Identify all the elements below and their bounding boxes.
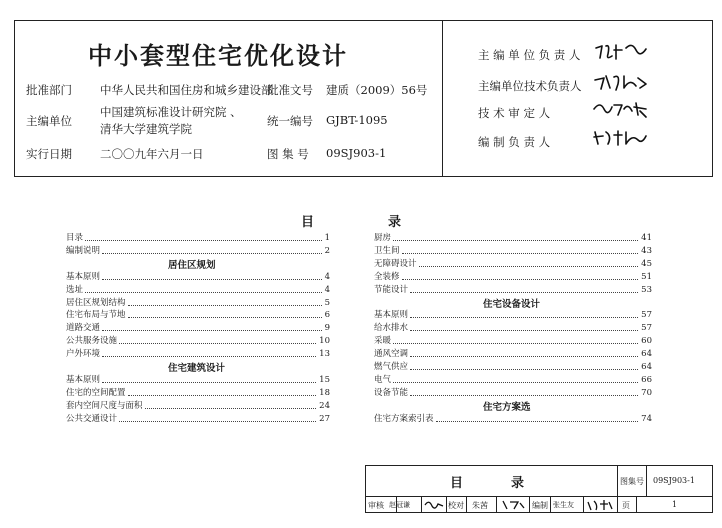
editor-unit-label: 主编单位 [26, 114, 72, 128]
toc-leader-dots [410, 369, 638, 370]
toc-entry[interactable] [66, 245, 330, 257]
design-label: 编制 [532, 501, 548, 510]
toc-entry[interactable] [66, 297, 330, 309]
toc-leader-dots [119, 421, 316, 422]
tech-reviewer-label: 技 术 审 定 人 [478, 106, 551, 120]
toc-entry[interactable] [66, 322, 330, 334]
toc-leader-dots [410, 356, 638, 357]
designer-name: 张生友 [553, 501, 574, 509]
toc-leader-dots [85, 240, 322, 241]
toc-entry-label: 采暖 [374, 336, 392, 347]
toc-entry-label: 通风空调 [374, 349, 409, 360]
header-divider [442, 20, 443, 177]
toc-entry-label: 居住区规划结构 [66, 297, 126, 308]
toc-entry-label: 户外环境 [66, 349, 101, 360]
toc-entry[interactable] [66, 387, 330, 399]
toc-section-heading: 居住区规划 [168, 259, 216, 271]
tb-div-3 [446, 496, 447, 513]
toc-leader-dots [128, 317, 322, 318]
atlas-label: 图集号 [620, 477, 644, 486]
title-block-vline-atlas [617, 465, 618, 496]
toc-entry-label: 住宅的空间配置 [66, 387, 126, 398]
toc-entry-page: 27 [319, 413, 330, 424]
toc-leader-dots [436, 421, 639, 422]
check-label: 校对 [448, 501, 464, 510]
editor-unit-value-line2: 清华大学建筑学院 [100, 122, 192, 136]
toc-entry-page: 5 [324, 297, 330, 308]
toc-leader-dots [102, 253, 322, 254]
toc-section-heading: 住宅设备设计 [483, 298, 541, 310]
toc-entry-label: 节能设计 [374, 284, 409, 295]
toc-entry-label: 厨房 [374, 233, 392, 243]
toc-entry-label: 公共交通设计 [66, 413, 118, 424]
atlas-number: 09SJ903-1 [653, 476, 695, 485]
toc-heading-left: 目 [301, 215, 315, 230]
toc-entry[interactable] [66, 374, 330, 386]
tb-div-8 [583, 496, 584, 513]
toc-leader-dots [419, 266, 639, 267]
toc-leader-dots [393, 343, 638, 344]
toc-entry-page: 64 [641, 362, 652, 372]
toc-entry-page: 18 [319, 387, 330, 398]
toc-entry-label: 基本原则 [374, 310, 409, 321]
toc-entry[interactable] [374, 232, 652, 244]
toc-entry[interactable] [66, 271, 330, 283]
toc-leader-dots [102, 382, 316, 383]
toc-entry-label: 基本原则 [66, 271, 101, 282]
toc-entry-page: 10 [319, 336, 330, 347]
toc-entry[interactable] [66, 335, 330, 347]
page-label: 页 [622, 501, 630, 510]
toc-entry[interactable] [66, 284, 330, 296]
toc-entry[interactable] [374, 258, 652, 270]
toc-entry[interactable] [374, 361, 652, 373]
toc-entry-page: 9 [324, 323, 330, 334]
toc-entry-label: 道路交通 [66, 323, 101, 334]
toc-entry-label: 给水排水 [374, 323, 409, 334]
toc-entry-label: 燃气供应 [374, 362, 409, 372]
toc-leader-dots [410, 330, 638, 331]
toc-entry-label: 选址 [66, 284, 84, 295]
toc-section-heading: 住宅方案选 [483, 401, 531, 413]
checker-name: 朱茜 [472, 501, 488, 510]
reviewer-signature [423, 497, 445, 512]
toc-entry-page: 6 [324, 310, 330, 321]
toc-entry-label: 住宅方案索引表 [374, 413, 434, 424]
toc-entry-page: 24 [319, 400, 330, 411]
tb-div-7 [550, 496, 551, 513]
toc-entry[interactable] [374, 245, 652, 257]
toc-leader-dots [410, 292, 638, 293]
approval-number-label: 批准文号 [267, 83, 313, 97]
approval-number-value: 建质（2009）56号 [326, 83, 428, 97]
approval-dept-label: 批准部门 [26, 83, 72, 97]
toc-leader-dots [85, 292, 322, 293]
toc-entry-label: 电气 [374, 374, 392, 385]
editor-unit-value-line1: 中国建筑标准设计研究院 、 [100, 105, 242, 119]
chief-unit-head-label: 主 编 单 位 负 责 人 [478, 48, 581, 62]
tb-div-9 [617, 496, 618, 513]
toc-entry-page: 2 [324, 245, 330, 256]
title-block-heading-right: 录 [511, 476, 525, 491]
toc-entry-page: 41 [641, 233, 652, 243]
toc-entry-label: 全装修 [374, 271, 400, 282]
toc-leader-dots [128, 305, 322, 306]
toc-entry-label: 公共服务设施 [66, 336, 118, 347]
toc-entry[interactable] [374, 413, 652, 425]
reviewer-name: 赵冠谦 [389, 501, 410, 509]
signature-chief-unit-head [592, 40, 648, 64]
toc-entry[interactable] [374, 374, 652, 386]
toc-entry[interactable] [66, 232, 330, 244]
toc-entry[interactable] [66, 413, 330, 425]
atlas-number-value: 09SJ903-1 [326, 146, 387, 160]
toc-entry-page: 60 [641, 336, 652, 347]
title-block-hline [365, 496, 713, 497]
toc-entry[interactable] [374, 387, 652, 399]
toc-section-heading: 住宅建筑设计 [168, 363, 226, 374]
review-label: 审核 [368, 501, 384, 510]
toc-leader-dots [145, 408, 317, 409]
toc-entry[interactable] [374, 309, 652, 321]
toc-heading-right: 录 [388, 215, 402, 230]
toc-leader-dots [128, 395, 317, 396]
tb-div-5 [496, 496, 497, 513]
toc-entry-page: 15 [319, 374, 330, 385]
toc-entry[interactable] [374, 322, 652, 334]
toc-entry[interactable] [374, 271, 652, 283]
document-title: 中小套型住宅优化设计 [88, 42, 348, 70]
title-block-heading-left: 目 [450, 476, 464, 491]
approval-dept-value: 中华人民共和国住房和城乡建设部 [100, 83, 273, 97]
atlas-number-label: 图 集 号 [267, 147, 309, 161]
toc-entry-label: 套内空间尺度与面积 [66, 400, 143, 411]
toc-entry[interactable] [66, 400, 330, 412]
toc-leader-dots [402, 279, 639, 280]
toc-leader-dots [102, 330, 322, 331]
toc-entry[interactable] [374, 335, 652, 347]
toc-leader-dots [102, 356, 316, 357]
tech-head-label: 主编单位技术负责人 [478, 79, 582, 93]
toc-entry-page: 70 [641, 387, 652, 398]
page-number: 1 [672, 500, 678, 509]
toc-entry-label: 无障碍设计 [374, 258, 417, 269]
toc-entry-page: 45 [641, 258, 652, 269]
toc-leader-dots [393, 382, 638, 383]
toc-entry-page: 66 [641, 374, 652, 385]
toc-entry[interactable] [374, 348, 652, 360]
tb-div-2 [421, 496, 422, 513]
toc-entry-page: 53 [641, 284, 652, 295]
toc-entry-page: 43 [641, 245, 652, 256]
unified-number-label: 统一编号 [267, 114, 313, 128]
toc-entry-page: 4 [324, 271, 330, 282]
toc-leader-dots [102, 279, 322, 280]
toc-entry[interactable] [66, 348, 330, 360]
toc-entry-label: 卫生间 [374, 245, 400, 256]
unified-number-value: GJBT-1095 [326, 113, 388, 127]
effective-date-label: 实行日期 [26, 147, 72, 161]
toc-leader-dots [410, 317, 638, 318]
tb-div-4 [466, 496, 467, 513]
toc-entry-page: 57 [641, 310, 652, 321]
toc-entry-page: 4 [324, 284, 330, 295]
toc-entry-label: 设备节能 [374, 387, 409, 398]
toc-leader-dots [410, 395, 638, 396]
toc-entry-page: 74 [641, 413, 652, 424]
checker-signature [500, 497, 526, 512]
tb-div-6 [529, 496, 530, 513]
title-block-vline-atlas2 [646, 465, 647, 496]
toc-entry-label: 目录 [66, 233, 84, 243]
tb-div-10 [636, 496, 637, 513]
toc-entry[interactable] [66, 309, 330, 321]
toc-entry-label: 住宅布局与节地 [66, 310, 126, 321]
toc-entry-page: 1 [324, 233, 330, 243]
toc-entry-page: 13 [319, 349, 330, 360]
toc-leader-dots [402, 253, 639, 254]
toc-leader-dots [393, 240, 638, 241]
designer-signature [586, 497, 614, 512]
toc-entry-page: 57 [641, 323, 652, 334]
compile-head-label: 编 制 负 责 人 [478, 135, 551, 149]
toc-entry-label: 编制说明 [66, 245, 101, 256]
toc-entry-page: 64 [641, 349, 652, 360]
signature-tech-reviewer [592, 97, 648, 121]
signature-tech-head [592, 70, 648, 94]
toc-leader-dots [119, 343, 316, 344]
signature-compile-head [592, 126, 648, 150]
toc-entry-page: 51 [641, 271, 652, 282]
toc-entry[interactable] [374, 284, 652, 296]
toc-entry-label: 基本原则 [66, 374, 101, 385]
effective-date-value: 二〇〇九年六月一日 [100, 147, 204, 161]
